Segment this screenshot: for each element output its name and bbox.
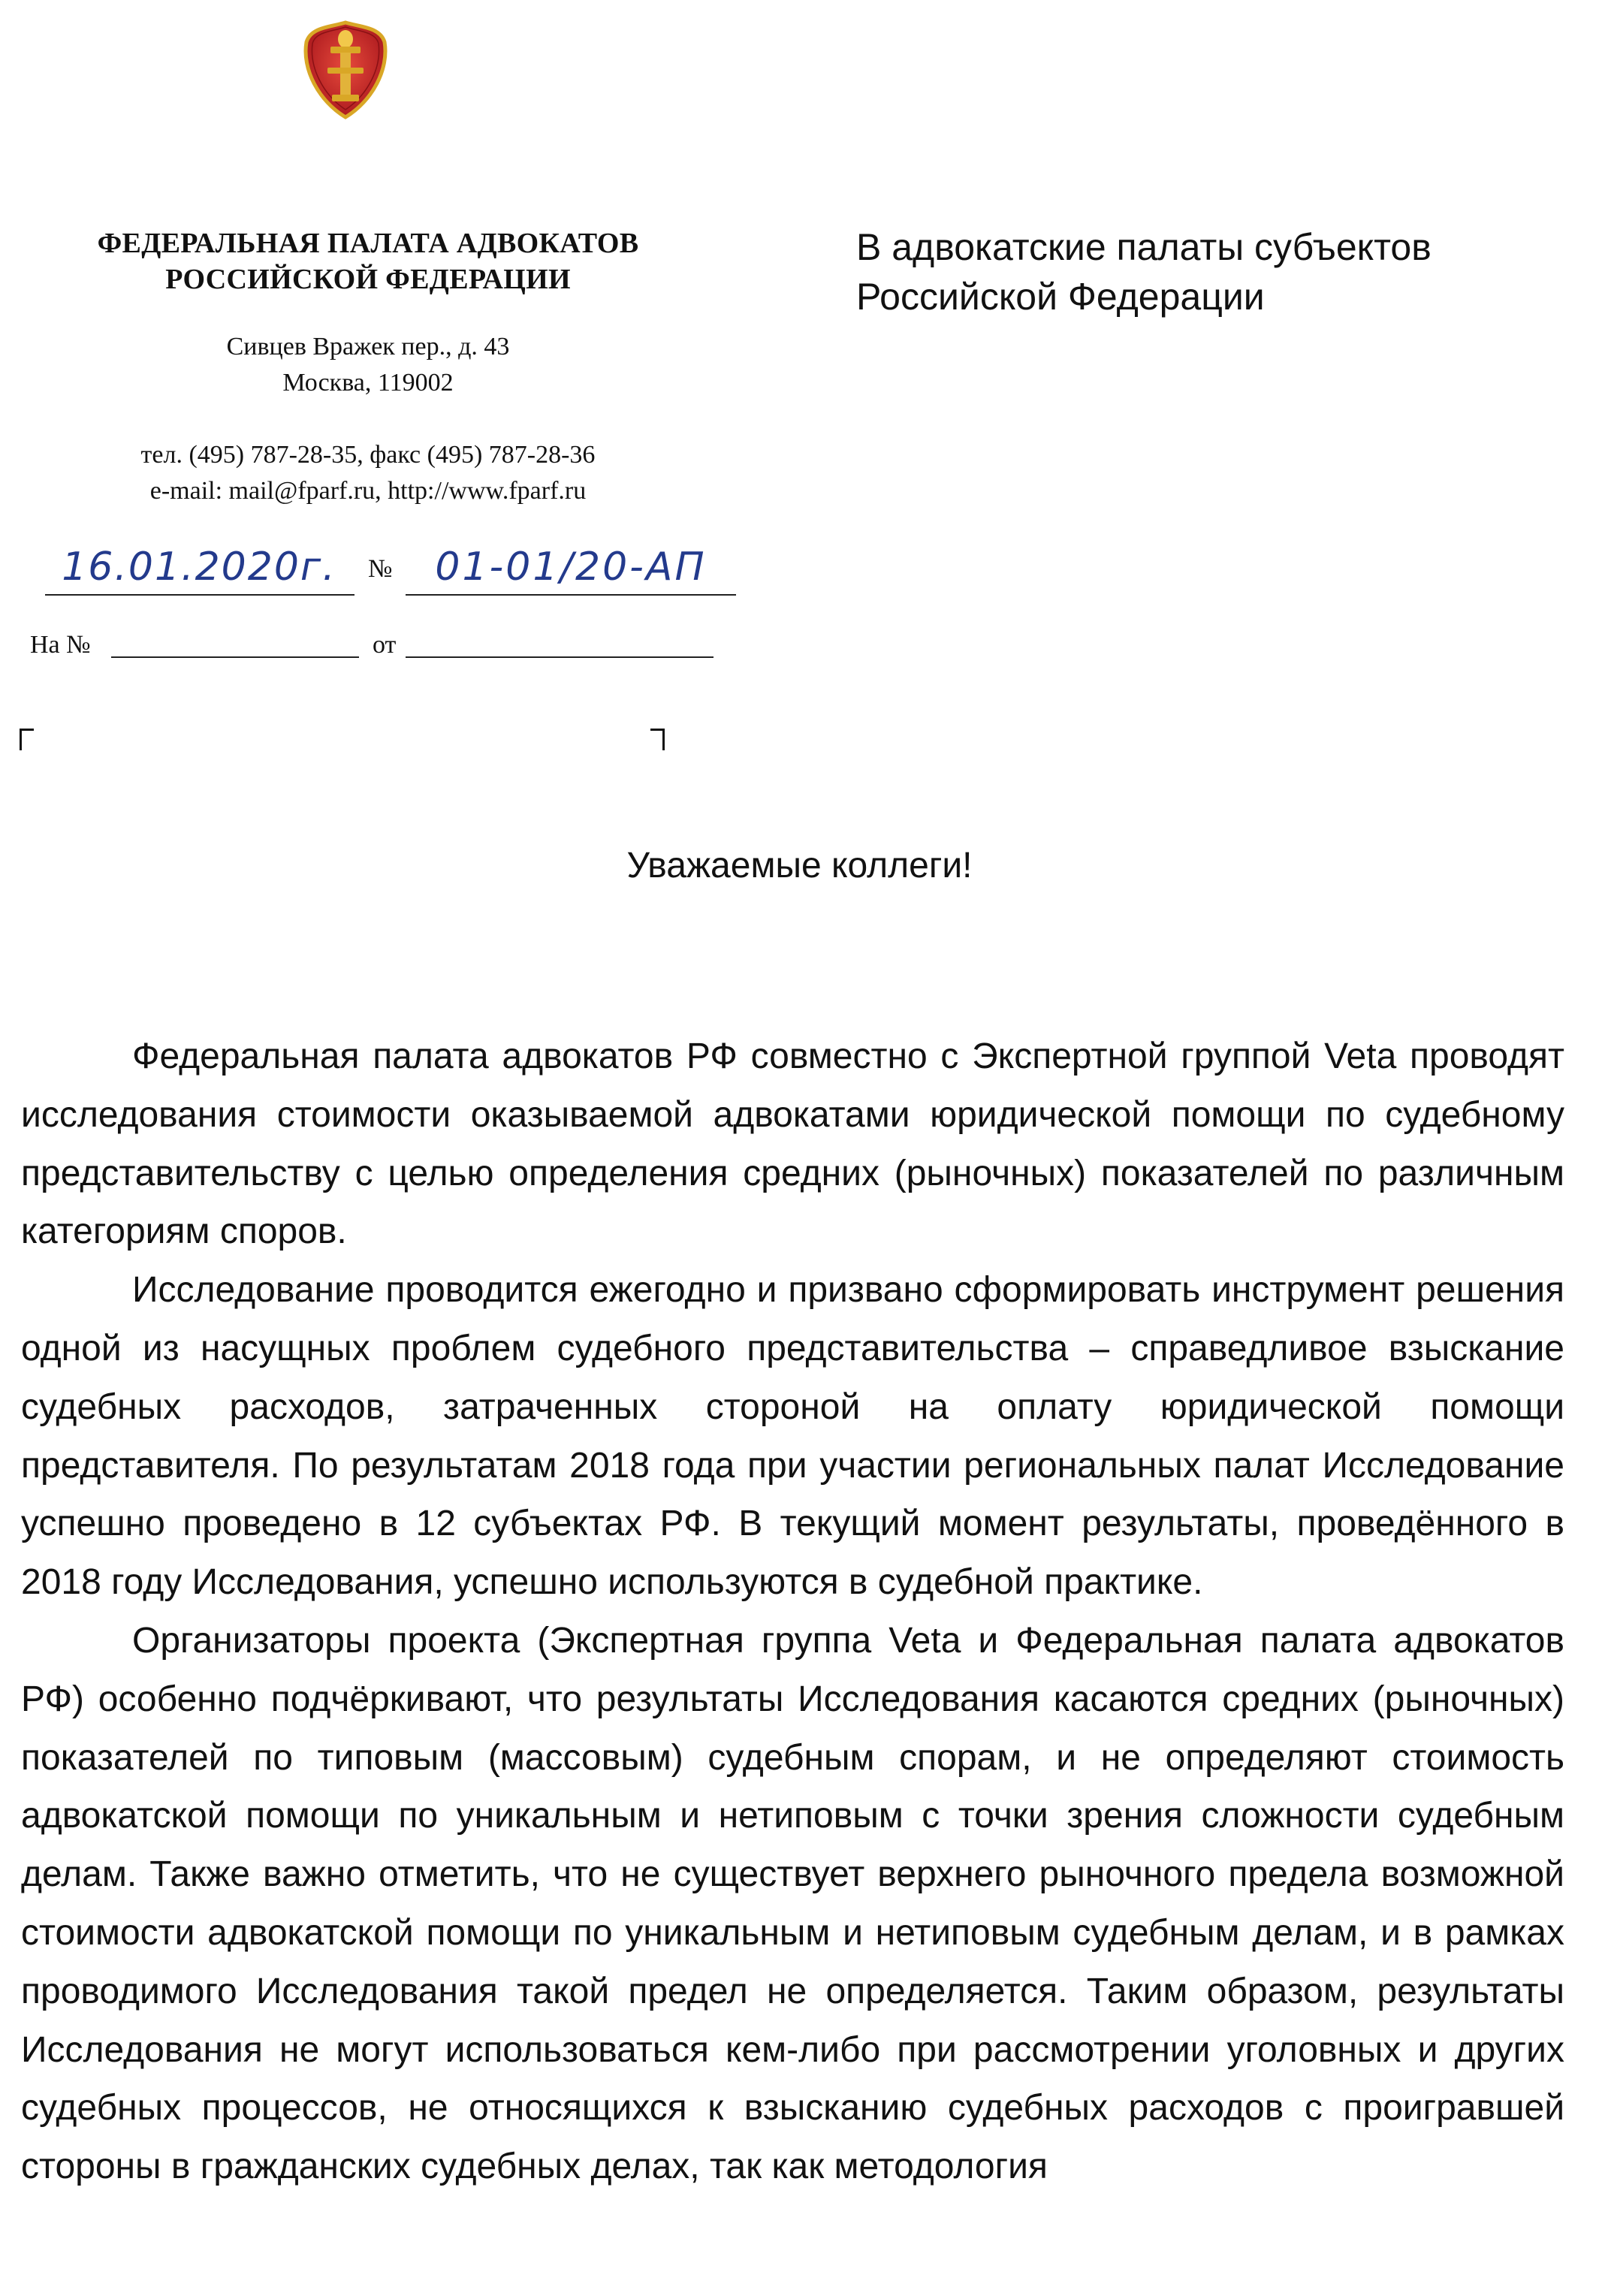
registration-number: 01-01/20-АП [435, 545, 707, 590]
address-corner-right [650, 729, 665, 750]
salutation: Уважаемые коллеги! [626, 846, 973, 886]
torch-shield-emblem-icon [300, 17, 391, 122]
paragraph: Федеральная палата адвокатов РФ совместно с Экспертной группой Veta проводят исследования стоимости оказываемой адвокатами юридической помощи по судебному представительству с целью определения средних (рыночных) показателей по различным категориям споров. [21, 1036, 1564, 1252]
recipient-block [856, 222, 1532, 321]
phone-fax: тел. (495) 787-28-35, факс (495) 787-28-36 [140, 441, 596, 469]
org-contacts [30, 437, 706, 509]
address-line1: Сивцев Вражек пер., д. 43 [226, 333, 510, 361]
paragraph: Исследование проводится ежегодно и призвано сформировать инструмент решения одной из насущных проблем судебного представительства – справедливое взыскание судебных расходов, затраченных стороной на оплату юридической помощи представителя. По результатам 2018 года при участии региональных палат Исследование успешно проведено в 12 субъектах РФ. В текущий момент результаты, проведённого в 2018 году Исследования, успешно используются в судебной практике. [21, 1270, 1564, 1603]
letterhead [30, 225, 706, 509]
reference-from: от [373, 631, 397, 659]
address-line2: Москва, 119002 [282, 369, 454, 397]
recipient-line1: В адвокатские палаты субъектов [856, 226, 1432, 268]
org-address [30, 329, 706, 401]
paragraph: Организаторы проекта (Экспертная группа Veta и Федеральная палата адвокатов РФ) особенно подчёркивают, что результаты Исследования касаются средних (рыночных) показателей по типовым (массовым) судебным спорам, и не определяют стоимость адвокатской помощи по уникальным и нетиповым с точки зрения сложности судебным делам. Также важно отметить, что не существует верхнего рыночного предела возможной стоимости адвокатской помощи по уникальным и нетиповым судебным делам, и в рамках проводимого Исследования такой предел не определяется. Таким образом, результаты Исследования не могут использоваться кем-либо при рассмотрении уголовных и других судебных процессов, не относящихся к взысканию судебных расходов с проигравшей стороны в гражданских судебных делах, так как методология [21, 1620, 1564, 2187]
address-corner-left [20, 729, 34, 750]
reference-line [30, 631, 721, 668]
date-underline [45, 594, 354, 596]
registration-date: 16.01.2020г. [62, 545, 336, 590]
number-sign: № [368, 555, 393, 583]
email-web: e-mail: mail@fparf.ru, http://www.fparf.ru [149, 477, 587, 505]
letter-body [21, 1027, 1564, 2196]
registration-line [45, 545, 721, 597]
reference-prefix: На № [30, 631, 91, 659]
reference-date-blank [406, 656, 714, 658]
recipient-line2: Российской Федерации [856, 276, 1265, 318]
reference-number-blank [111, 656, 359, 658]
org-name-line2: РОССИЙСКОЙ ФЕДЕРАЦИИ [165, 264, 571, 295]
org-name-line1: ФЕДЕРАЛЬНАЯ ПАЛАТА АДВОКАТОВ [97, 228, 639, 259]
number-underline [406, 594, 736, 596]
